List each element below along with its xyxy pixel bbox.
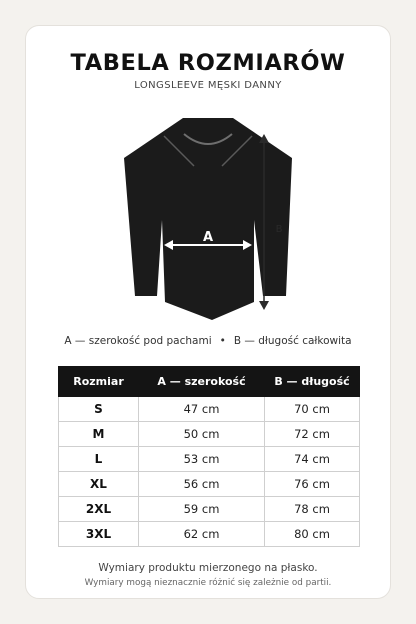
- width-cell: 47 cm: [139, 397, 265, 422]
- longsleeve-silhouette: [124, 118, 292, 320]
- size-cell: L: [59, 447, 139, 472]
- table-row: [59, 497, 360, 522]
- product-subtitle: LONGSLEEVE MĘSKI DANNY: [134, 80, 282, 91]
- legend-b: B — długość całkowita: [233, 335, 352, 347]
- size-cell: 3XL: [59, 522, 139, 547]
- width-cell: 50 cm: [139, 422, 265, 447]
- size-cell: XL: [59, 472, 139, 497]
- length-cell: 76 cm: [265, 472, 360, 497]
- measure-label-a: A: [202, 230, 214, 245]
- legend-separator: •: [219, 335, 226, 347]
- width-cell: 62 cm: [139, 522, 265, 547]
- header-length: B — długość: [265, 367, 360, 397]
- size-cell: S: [59, 397, 139, 422]
- page-title: TABELA ROZMIARÓW: [70, 50, 346, 76]
- header-width: A — szerokość: [139, 367, 265, 397]
- table-row: [59, 522, 360, 547]
- width-cell: 56 cm: [139, 472, 265, 497]
- table-header-row: [59, 367, 360, 397]
- measurement-note: Wymiary produktu mierzonego na płasko.: [98, 562, 318, 574]
- table-row: [59, 422, 360, 447]
- width-cell: 59 cm: [139, 497, 265, 522]
- header-size: Rozmiar: [59, 367, 139, 397]
- size-cell: M: [59, 422, 139, 447]
- variance-note: Wymiary mogą nieznacznie różnić się zależnie od partii.: [84, 578, 332, 588]
- length-cell: 72 cm: [265, 422, 360, 447]
- legend-a: A — szerokość pod pachami: [64, 335, 212, 347]
- measure-label-b: B: [275, 224, 283, 235]
- length-cell: 80 cm: [265, 522, 360, 547]
- measurement-legend: [0, 335, 416, 347]
- table-row: [59, 397, 360, 422]
- length-cell: 70 cm: [265, 397, 360, 422]
- table-row: [59, 447, 360, 472]
- width-cell: 53 cm: [139, 447, 265, 472]
- table-row: [59, 472, 360, 497]
- length-cell: 74 cm: [265, 447, 360, 472]
- size-cell: 2XL: [59, 497, 139, 522]
- length-cell: 78 cm: [265, 497, 360, 522]
- size-table: [58, 366, 360, 547]
